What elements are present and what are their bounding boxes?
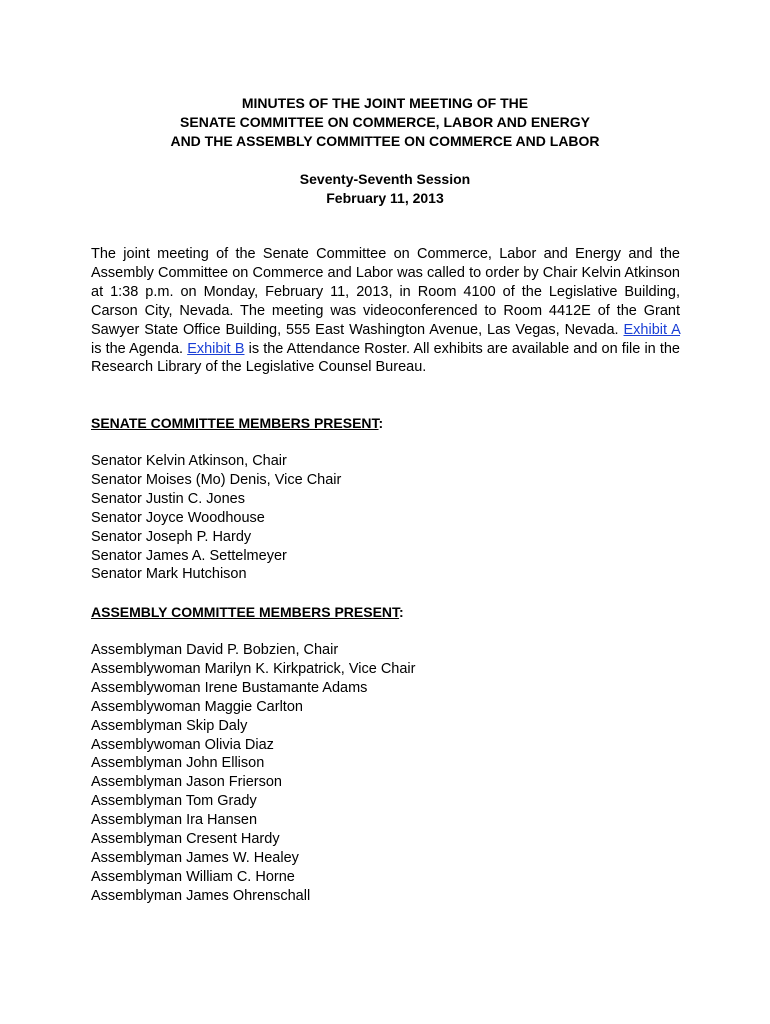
senate-member: Senator James A. Settelmeyer	[91, 547, 287, 564]
title-line: MINUTES OF THE JOINT MEETING OF THE	[241, 95, 529, 111]
assembly-member: Assemblywoman Irene Bustamante Adams	[91, 679, 368, 696]
session-name: Seventy-Seventh Session	[299, 171, 471, 187]
assembly-member: Assemblyman Skip Daly	[91, 717, 248, 734]
assembly-member: Assemblyman Jason Frierson	[91, 774, 282, 791]
assembly-member: Assemblywoman Olivia Diaz	[91, 736, 274, 753]
meeting-date: February 11, 2013	[326, 190, 444, 206]
intro-text: The joint meeting of the Senate Committee on Commerce, Labor and Energy and the Assembly Committee on Commerce and Labor was called to order by Chair Kelvin Atkinson at 1:38 p.m. on Monday, February 11, 2013, in Room 4100 of the Legislative Building, Carson City, Nevada. The meeting was videoconferenced to Room 4412E of the Grant Sawyer State Office Building, 555 East Washington Avenue, Las Vegas, Nevada.	[91, 246, 680, 338]
assembly-member: Assemblyman James W. Healey	[91, 849, 299, 866]
senate-heading-text: SENATE COMMITTEE MEMBERS PRESENT	[91, 415, 379, 431]
assembly-member: Assemblyman Ira Hansen	[91, 812, 258, 829]
assembly-members-heading: ASSEMBLY COMMITTEE MEMBERS PRESENT:	[91, 604, 404, 620]
assembly-member: Assemblyman Tom Grady	[91, 793, 257, 810]
assembly-member: Assemblywoman Marilyn K. Kirkpatrick, Vice Chair	[91, 660, 416, 677]
senate-members-heading: SENATE COMMITTEE MEMBERS PRESENT:	[91, 415, 384, 431]
assembly-member: Assemblyman John Ellison	[91, 755, 265, 772]
senate-member: Senator Moises (Mo) Denis, Vice Chair	[91, 471, 342, 488]
senate-member: Senator Mark Hutchison	[91, 566, 247, 583]
exhibit-a-link[interactable]: Exhibit A	[623, 321, 680, 338]
document-title	[0, 94, 770, 151]
assembly-heading-text: ASSEMBLY COMMITTEE MEMBERS PRESENT	[91, 604, 400, 620]
exhibit-b-link[interactable]: Exhibit B	[187, 340, 245, 357]
title-line: SENATE COMMITTEE ON COMMERCE, LABOR AND ENERGY	[180, 114, 590, 130]
assembly-member: Assemblyman Cresent Hardy	[91, 831, 280, 848]
senate-member: Senator Justin C. Jones	[91, 490, 245, 507]
senate-member: Senator Joyce Woodhouse	[91, 509, 265, 526]
title-line: AND THE ASSEMBLY COMMITTEE ON COMMERCE AND LABOR	[170, 133, 600, 149]
intro-paragraph	[91, 245, 680, 377]
session-info	[0, 170, 770, 208]
assembly-member: Assemblyman David P. Bobzien, Chair	[91, 642, 339, 658]
assembly-member: Assemblywoman Maggie Carlton	[91, 698, 303, 715]
intro-text: is the Attendance Roster. All exhibits are available and on file in the Research Library of the Legislative Counsel Bureau.	[91, 340, 680, 376]
senate-members-list	[91, 452, 341, 584]
assembly-members-list	[91, 641, 415, 906]
assembly-member: Assemblyman William C. Horne	[91, 868, 295, 885]
senate-member: Senator Kelvin Atkinson, Chair	[91, 453, 287, 469]
intro-text: is the Agenda.	[91, 340, 184, 357]
senate-member: Senator Joseph P. Hardy	[91, 528, 252, 545]
assembly-member: Assemblyman James Ohrenschall	[91, 887, 311, 904]
